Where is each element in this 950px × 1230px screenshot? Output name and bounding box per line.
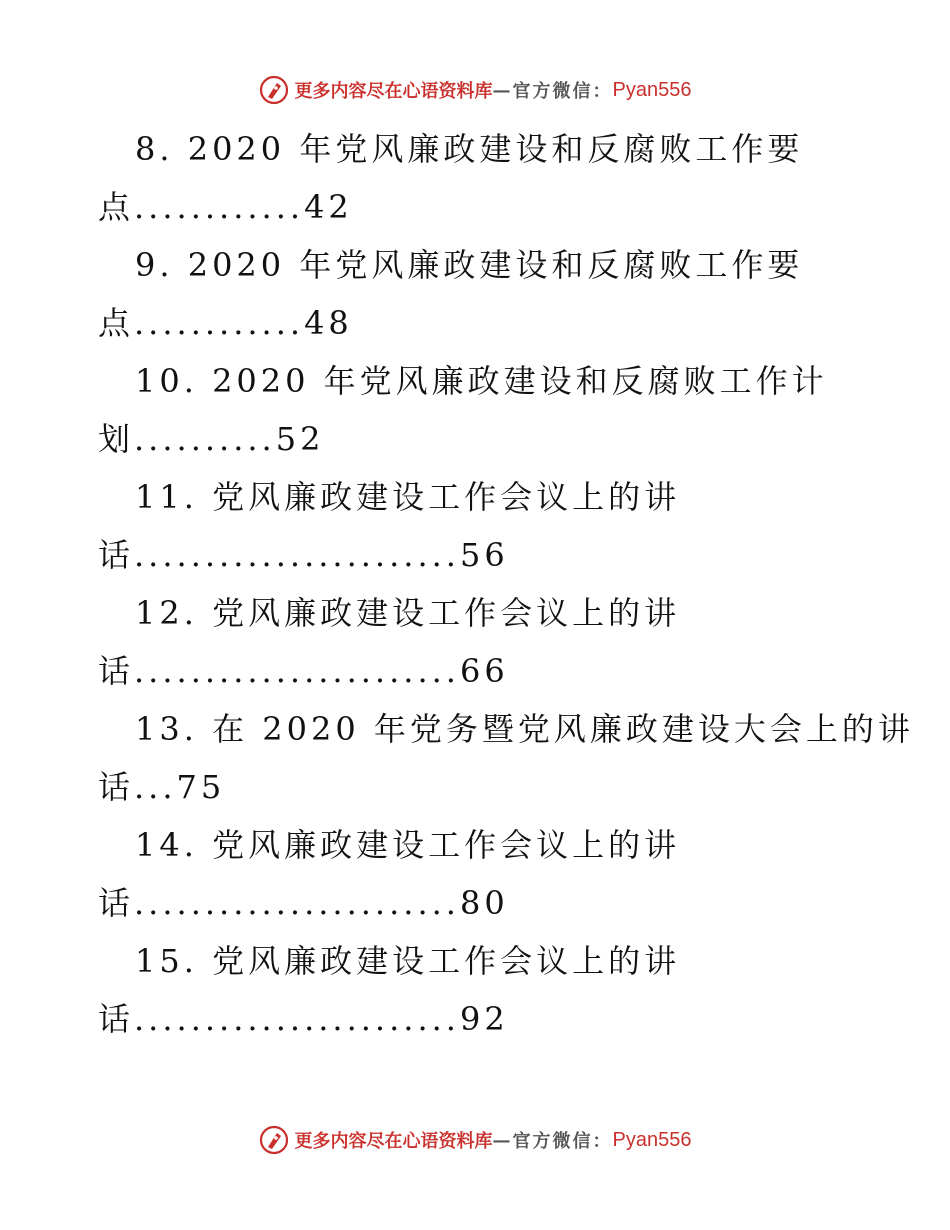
toc-entry-page: 点............48 — [98, 304, 353, 342]
toc-entry-page: 话...75 — [98, 768, 226, 806]
toc-entry-title: 12. 党风廉政建设工作会议上的讲 — [135, 594, 681, 632]
pen-nib-logo-icon — [259, 1125, 289, 1155]
toc-entry-page: 话.......................56 — [98, 536, 509, 574]
toc-entry — [0, 357, 950, 473]
toc-entry-title: 14. 党风廉政建设工作会议上的讲 — [135, 826, 681, 864]
toc-entry — [0, 937, 950, 1053]
toc-entry-page: 话.......................80 — [98, 884, 509, 922]
banner-slogan: 更多内容尽在心语资料库 — [294, 81, 493, 102]
table-of-contents — [0, 125, 950, 1053]
toc-entry-page: 话.......................66 — [98, 652, 509, 690]
toc-entry — [0, 125, 950, 241]
toc-entry-title: 13. 在 2020 年党务暨党风廉政建设大会上的讲 — [135, 710, 914, 748]
toc-entry-title: 8. 2020 年党风廉政建设和反腐败工作要 — [135, 130, 804, 168]
toc-entry-page: 话.......................92 — [98, 1000, 509, 1038]
toc-entry — [0, 589, 950, 705]
banner-dash: — — [492, 1129, 513, 1151]
toc-entry — [0, 821, 950, 937]
banner-wechat-label: 官方微信： — [512, 81, 613, 102]
pen-nib-logo-icon — [259, 75, 289, 105]
toc-entry-title: 9. 2020 年党风廉政建设和反腐败工作要 — [135, 246, 804, 284]
toc-entry — [0, 241, 950, 357]
toc-entry-page: 点............42 — [98, 188, 353, 226]
banner-wechat-account: Pyan556 — [612, 1128, 692, 1151]
banner-slogan: 更多内容尽在心语资料库 — [294, 1131, 493, 1152]
toc-entry-title: 10. 2020 年党风廉政建设和反腐败工作计 — [135, 362, 828, 400]
toc-entry-title: 15. 党风廉政建设工作会议上的讲 — [135, 942, 681, 980]
toc-entry-title: 11. 党风廉政建设工作会议上的讲 — [135, 478, 681, 516]
header-watermark-banner — [0, 70, 950, 110]
banner-wechat-label: 官方微信： — [512, 1131, 613, 1152]
toc-entry — [0, 473, 950, 589]
banner-dash: — — [492, 79, 513, 101]
toc-entry — [0, 705, 950, 821]
footer-watermark-banner — [0, 1120, 950, 1160]
banner-wechat-account: Pyan556 — [612, 78, 692, 101]
toc-entry-page: 划..........52 — [98, 420, 325, 458]
